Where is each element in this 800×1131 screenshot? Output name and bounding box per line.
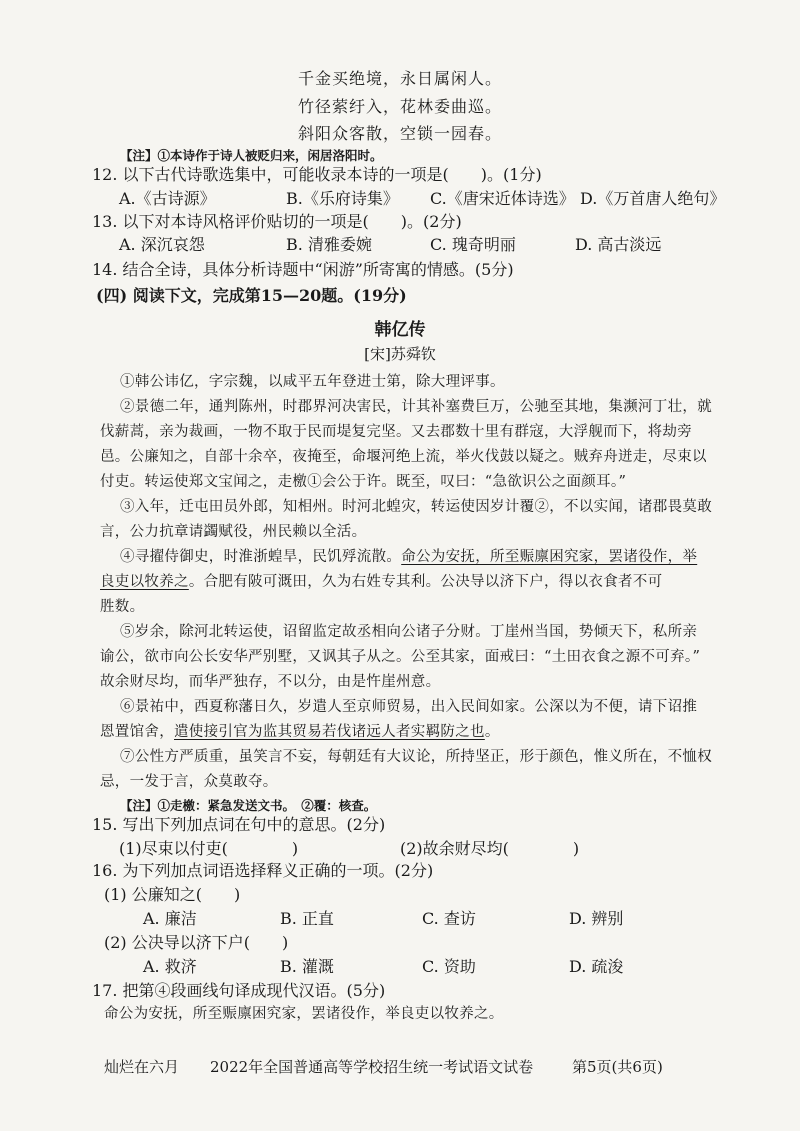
article-note: 【注】①走檄：紧急发送文书。 ②覆：核查。 <box>120 798 377 813</box>
article-title: 韩亿传 <box>374 320 426 340</box>
paragraph-4-line-2 <box>100 570 662 591</box>
question-17-stem: 17. 把第④段画线句译成现代汉语。(5分) <box>92 981 386 1000</box>
option-a: A.《古诗源》 <box>119 189 216 208</box>
paragraph-3-line-2: 言，公力抗章请蠲赋役，州民赖以全活。 <box>100 524 367 540</box>
option-b: B. 正直 <box>280 909 334 928</box>
paragraph-7-line-1: ⑦公性方严质重，虽笑言不妄，每朝廷有大议论，所持坚正，形于颜色，惟义所在，不恤权 <box>120 749 712 765</box>
poem-line-1: 千金买绝境，永日属闲人。 <box>297 69 502 88</box>
option-c: C.《唐宋近体诗选》 <box>430 189 575 208</box>
option-d: D. 疏浚 <box>569 957 624 976</box>
question-13-stem: 13. 以下对本诗风格评价贴切的一项是( )。(2分) <box>92 212 462 231</box>
option-d: D.《万首唐人绝句》 <box>580 189 726 208</box>
option-d: D. 辨别 <box>569 909 624 928</box>
question-16-stem: 16. 为下列加点词语选择释义正确的一项。(2分) <box>92 861 434 880</box>
paragraph-1: ①韩公讳亿，字宗魏，以咸平五年登进士第，除大理评事。 <box>120 374 505 390</box>
paragraph-6-line-2 <box>100 720 500 741</box>
paragraph-6-text: 恩置馆舍， <box>100 724 174 740</box>
section-4-heading: (四) 阅读下文，完成第15—20题。(19分) <box>96 286 407 305</box>
option-c: C. 瑰奇明丽 <box>430 235 516 254</box>
article-author: [宋]苏舜钦 <box>364 345 436 363</box>
paragraph-4-line-3: 胜数。 <box>100 599 145 615</box>
option-a: A. 廉洁 <box>143 909 197 928</box>
paragraph-4-text: ④寻擢侍御史，时淮浙蝗旱，民饥殍流散。 <box>120 549 402 565</box>
paragraph-5-line-3: 故余财尽均，而华严独存，不以分，由是忤崖州意。 <box>100 674 441 690</box>
paragraph-5-line-2: 谕公，欲市向公长安华严别墅，又讽其子从之。公至其家，面戒曰：“土田衣食之源不可弃。” <box>100 649 701 665</box>
paragraph-7-line-2: 忌，一发于言，众莫敢夺。 <box>100 774 278 790</box>
question-16-sub-2: (2) 公决导以济下户( ) <box>104 933 289 952</box>
question-12-stem: 12. 以下古代诗歌选集中，可能收录本诗的一项是( )。(1分) <box>92 165 542 184</box>
paragraph-2-line-2: 伐薪蒿，亲为裁画，一物不取于民而堤复完坚。又去郡数十里有群寇，大浮舰而下，将劫旁 <box>100 424 692 440</box>
question-15-item-1: (1)尽束以付吏( ) <box>119 839 299 858</box>
option-b: B.《乐府诗集》 <box>286 189 399 208</box>
paragraph-3-line-1: ③入年，迁屯田员外郎，知相州。时河北蝗灾，转运使因岁计覆②，不以实闻，诸郡畏莫敢 <box>120 499 712 515</box>
paragraph-4-line-1 <box>120 545 697 566</box>
option-a: A. 救济 <box>143 957 197 976</box>
paragraph-2-line-1: ②景德二年，通判陈州，时郡界河决害民，计其补塞费巨万，公驰至其地，集濒河丁壮，就 <box>120 399 712 415</box>
question-14-stem: 14. 结合全诗，具体分析诗题中“闲游”所寄寓的情感。(5分) <box>92 260 514 279</box>
footer-page-number: 第5页(共6页) <box>572 1058 663 1076</box>
footer-title: 2022年全国普通高等学校招生统一考试语文试卷 <box>210 1058 534 1076</box>
paragraph-6-line-1: ⑥景祐中，西夏称藩日久，岁遣人至京师贸易，出入民间如家。公深以为不便，请下诏推 <box>120 699 698 715</box>
question-17-sentence: 命公为安抚，所至赈廪困究家，罢诸役作，举良吏以牧养之。 <box>104 1006 504 1022</box>
underlined-sentence: 遣使接引官为监其贸易若伐诸远人者实羁防之也 <box>174 724 485 740</box>
paragraph-2-line-4: 付吏。转运使郑文宝闻之，走檄①会公于许。既至，叹曰：“急欲识公之面颜耳。” <box>100 474 627 490</box>
option-d: D. 高古淡远 <box>575 235 662 254</box>
paragraph-4-text: 。合肥有陂可溉田，久为右姓专其利。公决导以济下户，得以衣食者不可 <box>188 574 663 590</box>
underlined-sentence: 命公为安抚，所至赈廪困究家，罢诸役作，举 <box>401 549 698 565</box>
paragraph-2-line-3: 邑。公廉知之，自部十余卒，夜掩至，命堰河绝上流，举火伐鼓以疑之。贼弃舟迸走，尽束以 <box>100 449 707 465</box>
paragraph-5-line-1: ⑤岁余，除河北转运使，诏留监定故丞相向公诸子分财。丁崖州当国，势倾天下，私所亲 <box>120 624 698 640</box>
poem-line-2: 竹径萦纡入，花林委曲巡。 <box>297 97 502 116</box>
paragraph-6-text: 。 <box>484 724 500 740</box>
option-b: B. 灌溉 <box>280 957 334 976</box>
footer-left: 灿烂在六月 <box>104 1058 180 1076</box>
option-a: A. 深沉哀怨 <box>119 235 205 254</box>
poem-note: 【注】①本诗作于诗人被贬归来，闲居洛阳时。 <box>120 148 383 163</box>
underlined-sentence: 良吏以牧养之 <box>100 574 189 590</box>
question-15-stem: 15. 写出下列加点词在句中的意思。(2分) <box>92 815 386 834</box>
poem-line-3: 斜阳众客散，空锁一园春。 <box>297 124 502 143</box>
option-b: B. 清雅委婉 <box>286 235 372 254</box>
question-15-item-2: (2)故余财尽均( ) <box>400 839 580 858</box>
option-c: C. 查访 <box>422 909 476 928</box>
question-16-sub-1: (1) 公廉知之( ) <box>104 885 241 904</box>
option-c: C. 资助 <box>422 957 476 976</box>
